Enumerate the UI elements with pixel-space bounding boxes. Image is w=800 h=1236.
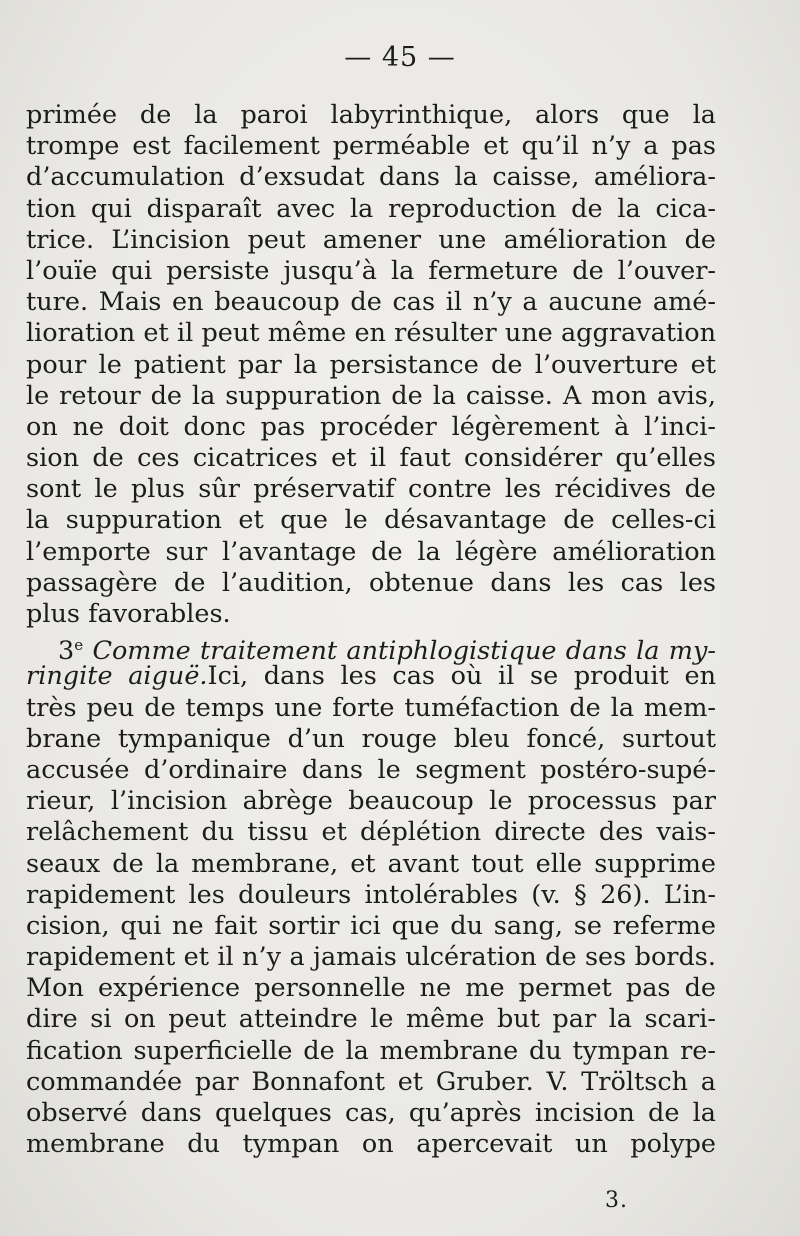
text-line: l’emporte sur l’avantage de la légère amélioration xyxy=(26,536,716,567)
text-line: fication superficielle de la membrane du tympan re- xyxy=(26,1035,716,1066)
text-line: la suppuration et que le désavantage de celles-ci xyxy=(26,505,716,536)
text-line: primée de la paroi labyrinthique, alors que la xyxy=(26,100,716,130)
text-line: brane tympanique d’un rouge bleu foncé, surtout xyxy=(26,723,716,754)
text-body xyxy=(26,100,716,1160)
text-line: rieur, l’incision abrège beaucoup le processus par xyxy=(26,786,716,817)
text-line: Mon expérience personnelle ne me permet pas de xyxy=(26,973,716,1004)
text-line: dire si on peut atteindre le même but par la scari- xyxy=(26,1004,716,1035)
text-line: trompe est facilement perméable et qu’il n’y a pas xyxy=(26,131,716,162)
text-line: lioration et il peut même en résulter une aggravation xyxy=(26,318,716,349)
text-line: on ne doit donc pas procéder légèrement à l’inci- xyxy=(26,411,716,442)
text-line: commandée par Bonnafont et Gruber. V. Tröltsch a xyxy=(26,1066,716,1097)
text-line: tion qui disparaît avec la reproduction de la cica- xyxy=(26,193,716,224)
section-heading-italic-end: ringite aiguë. xyxy=(26,661,208,692)
text-line: sion de ces cicatrices et il faut considérer qu’elles xyxy=(26,443,716,474)
text-line: pour le patient par la persistance de l’ouverture et xyxy=(26,349,716,380)
text-line: accusée d’ordinaire dans le segment postéro-supé- xyxy=(26,754,716,785)
text-line: ture. Mais en beaucoup de cas il n’y a aucune amé- xyxy=(26,287,716,318)
text-line: membrane du tympan on apercevait un polype xyxy=(26,1129,716,1160)
section-text-start: Ici, dans les cas où il se produit en xyxy=(207,661,716,692)
section-number-suffix: e xyxy=(74,636,84,655)
section-number: 3 xyxy=(58,636,75,667)
text-line: relâchement du tissu et déplétion directe des vais- xyxy=(26,817,716,848)
text-line: observé dans quelques cas, qu’après incision de la xyxy=(26,1098,716,1128)
signature-mark: 3. xyxy=(605,1188,628,1213)
text-line: le retour de la suppuration de la caisse. A mon avis, xyxy=(26,380,716,411)
text-line: cision, qui ne fait sortir ici que du sang, se referme xyxy=(26,910,716,941)
text-line: plus favorables. xyxy=(26,599,231,629)
text-line: rapidement et il n’y a jamais ulcération de ses bords. xyxy=(26,942,716,973)
section-heading-italic: Comme traitement antiphlogistique dans la my- xyxy=(92,636,717,667)
text-line: sont le plus sûr préservatif contre les récidives de xyxy=(26,474,716,505)
text-line: très peu de temps une forte tuméfaction de la mem- xyxy=(26,692,716,723)
text-line: rapidement les douleurs intolérables (v. § 26). L’in- xyxy=(26,879,716,910)
text-line: seaux de la membrane, et avant tout elle supprime xyxy=(26,848,716,879)
text-line: passagère de l’audition, obtenue dans les cas les xyxy=(26,567,716,598)
page-number: — 45 — xyxy=(344,42,456,73)
text-line: l’ouïe qui persiste jusqu’à la fermeture de l’ouver- xyxy=(26,255,716,286)
section-heading-line xyxy=(26,630,717,667)
text-line: trice. L’incision peut amener une amélioration de xyxy=(26,224,716,255)
text-line: d’accumulation d’exsudat dans la caisse, améliora- xyxy=(26,162,716,193)
section-heading-line-2 xyxy=(26,661,716,692)
